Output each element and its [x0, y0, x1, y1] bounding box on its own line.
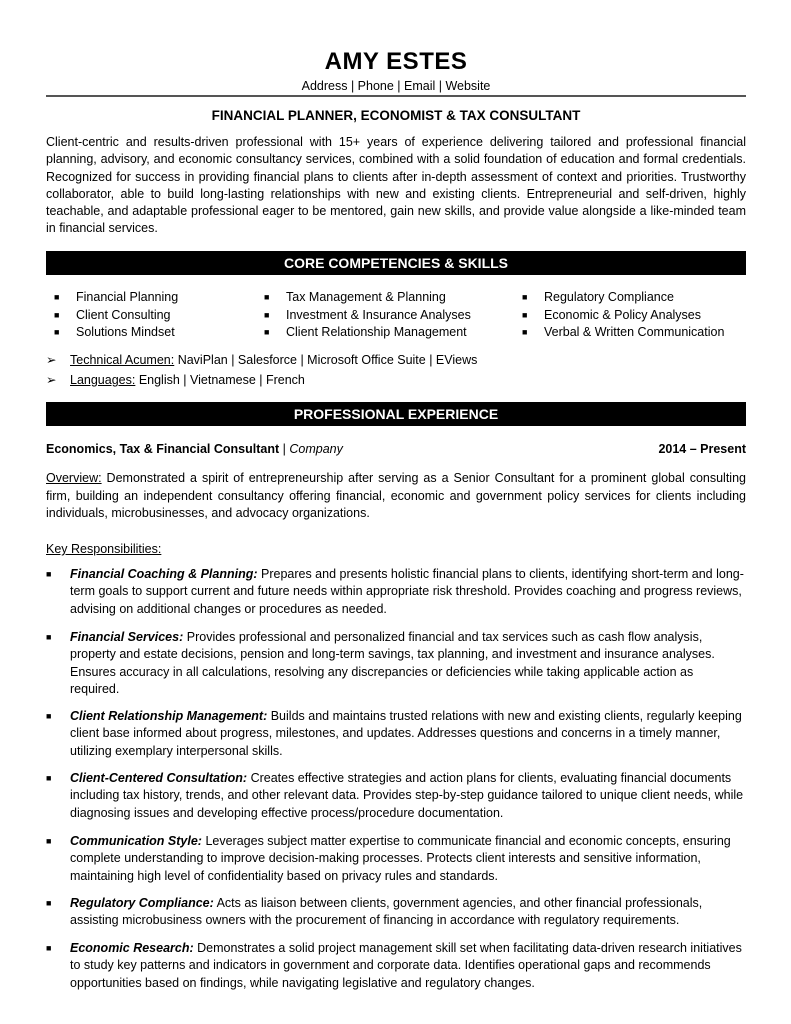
experience-heading: PROFESSIONAL EXPERIENCE [46, 402, 746, 426]
skill-item: ■ Tax Management & Planning [264, 289, 471, 307]
candidate-name: AMY ESTES [324, 48, 468, 75]
skill-item: ■ Solutions Mindset [54, 324, 178, 342]
responsibility-item: ■ Financial Coaching & Planning: Prepares and presents holistic financial plans to clients, identifying short-term and long-term goals to support current and future needs within appropriate risk threshold. Provides coaching and progress reviews, advising on additional changes or procedures as needed. [46, 567, 744, 616]
overview-label: Overview: [46, 471, 102, 485]
bullet-icon: ■ [46, 836, 52, 846]
responsibility-item: ■ Client-Centered Consultation: Creates effective strategies and action plans for clients, evaluating financial documents including tax history, trends, and other relevant data. Provides step-by-step guidance tailored to unique client needs, while diagnosing issues and developing effective process/procedure documentation. [46, 771, 744, 820]
arrow-bullet-icon: ➢ [46, 373, 57, 387]
job-overview: Overview: Demonstrated a spirit of entrepreneurship after serving as a Senior Consultant for a prominent global consulting firm, building an independent consultancy offering financial, economic and government policy services for clients including individuals, microbusinesses, and advocacy organizations. [46, 471, 746, 520]
skill-item: ■ Financial Planning [54, 289, 178, 307]
job-title-line: Economics, Tax & Financial Consultant | Company [46, 442, 343, 456]
bullet-icon: ■ [46, 711, 52, 721]
skill-item: ■ Regulatory Compliance [522, 289, 724, 307]
arrow-bullet-icon: ➢ [46, 353, 57, 367]
bullet-icon: ■ [522, 309, 528, 320]
skill-item: ■ Verbal & Written Communication [522, 324, 724, 342]
contact-line: Address | Phone | Email | Website [301, 79, 491, 93]
skill-item: ■ Economic & Policy Analyses [522, 307, 724, 325]
languages-value: English | Vietnamese | French [135, 373, 305, 387]
technical-acumen-value: NaviPlan | Salesforce | Microsoft Office Suite | EViews [174, 353, 478, 367]
summary-paragraph: Client-centric and results-driven professional with 15+ years of experience delivering tailored and professional financial planning, advisory, and economic consultancy services, combined with a solid foundation of education and formal credentials. Recognized for success in providing financial plans to clients after in-depth assessment of context and priorities. Trustworthy collaborator, able to build long-lasting relationships with new and existing clients. Entrepreneurial and self-driven, highly teachable, and adaptable professional eager to be mentored, gain new skills, and provide value alongside a like-minded team in financial services. [46, 135, 746, 236]
bullet-icon: ■ [46, 569, 52, 579]
skill-item: ■ Client Consulting [54, 307, 178, 325]
header-divider [46, 95, 746, 97]
responsibility-item: ■ Regulatory Compliance: Acts as liaison between clients, government agencies, and other financial professionals, assisting microbusiness owners with the procurement of financing in accordance with regulatory requirements. [46, 896, 703, 928]
responsibility-item: ■ Economic Research: Demonstrates a solid project management skill set when facilitating data-driven research initiatives to study key patterns and indicators in government and corporate data. Identifies operational gaps and recommends opportunities based on findings, while navigating legislative and regulatory changes. [46, 941, 742, 990]
languages-line [46, 372, 305, 389]
skills-column-2 [264, 289, 471, 342]
job-title: Economics, Tax & Financial Consultant [46, 442, 280, 456]
competencies-heading: CORE COMPETENCIES & SKILLS [46, 251, 746, 275]
job-dates: 2014 – Present [658, 442, 746, 456]
bullet-icon: ■ [264, 292, 270, 302]
bullet-icon: ■ [522, 327, 528, 337]
bullet-icon: ■ [46, 632, 52, 642]
skills-column-3 [522, 289, 724, 342]
bullet-icon: ■ [264, 309, 270, 320]
bullet-icon: ■ [264, 327, 270, 337]
languages-label: Languages: [70, 373, 136, 387]
bullet-icon: ■ [522, 292, 528, 302]
technical-acumen-line [46, 352, 477, 369]
professional-headline: FINANCIAL PLANNER, ECONOMIST & TAX CONSULTANT [211, 108, 581, 123]
skills-column-1 [54, 289, 178, 342]
skill-item: ■ Investment & Insurance Analyses [264, 307, 471, 325]
skill-item: ■ Client Relationship Management [264, 324, 471, 342]
bullet-icon: ■ [46, 898, 52, 908]
bullet-icon: ■ [54, 327, 60, 337]
responsibility-item: ■ Client Relationship Management: Builds and maintains trusted relations with new and existing clients, regularly keeping client base informed about progress, milestones, and updates. Addresses questions and concerns in a timely manner, utilizing exemplary interpersonal skills. [46, 709, 742, 758]
bullet-icon: ■ [54, 309, 60, 320]
responsibility-item: ■ Communication Style: Leverages subject matter expertise to communicate financial and economic concepts, ensuring complete understanding to improve decision-making processes. Protects client interests and sensitive information, maintaining high level of confidentiality based on privacy rules and standards. [46, 834, 731, 883]
company-name: Company [289, 442, 343, 456]
key-responsibilities-label: Key Responsibilities: [46, 542, 162, 556]
bullet-icon: ■ [46, 773, 52, 783]
bullet-icon: ■ [54, 292, 60, 302]
technical-acumen-label: Technical Acumen: [70, 353, 175, 367]
bullet-icon: ■ [46, 943, 52, 953]
responsibility-item: ■ Financial Services: Provides professional and personalized financial and tax services such as cash flow analysis, property and estate decisions, pension and long-term savings, tax planning, and investment and insurance analyses. Ensures accuracy in all calculations, resolving any discrepancies or deficiencies while taking applicable action as required. [46, 630, 715, 696]
